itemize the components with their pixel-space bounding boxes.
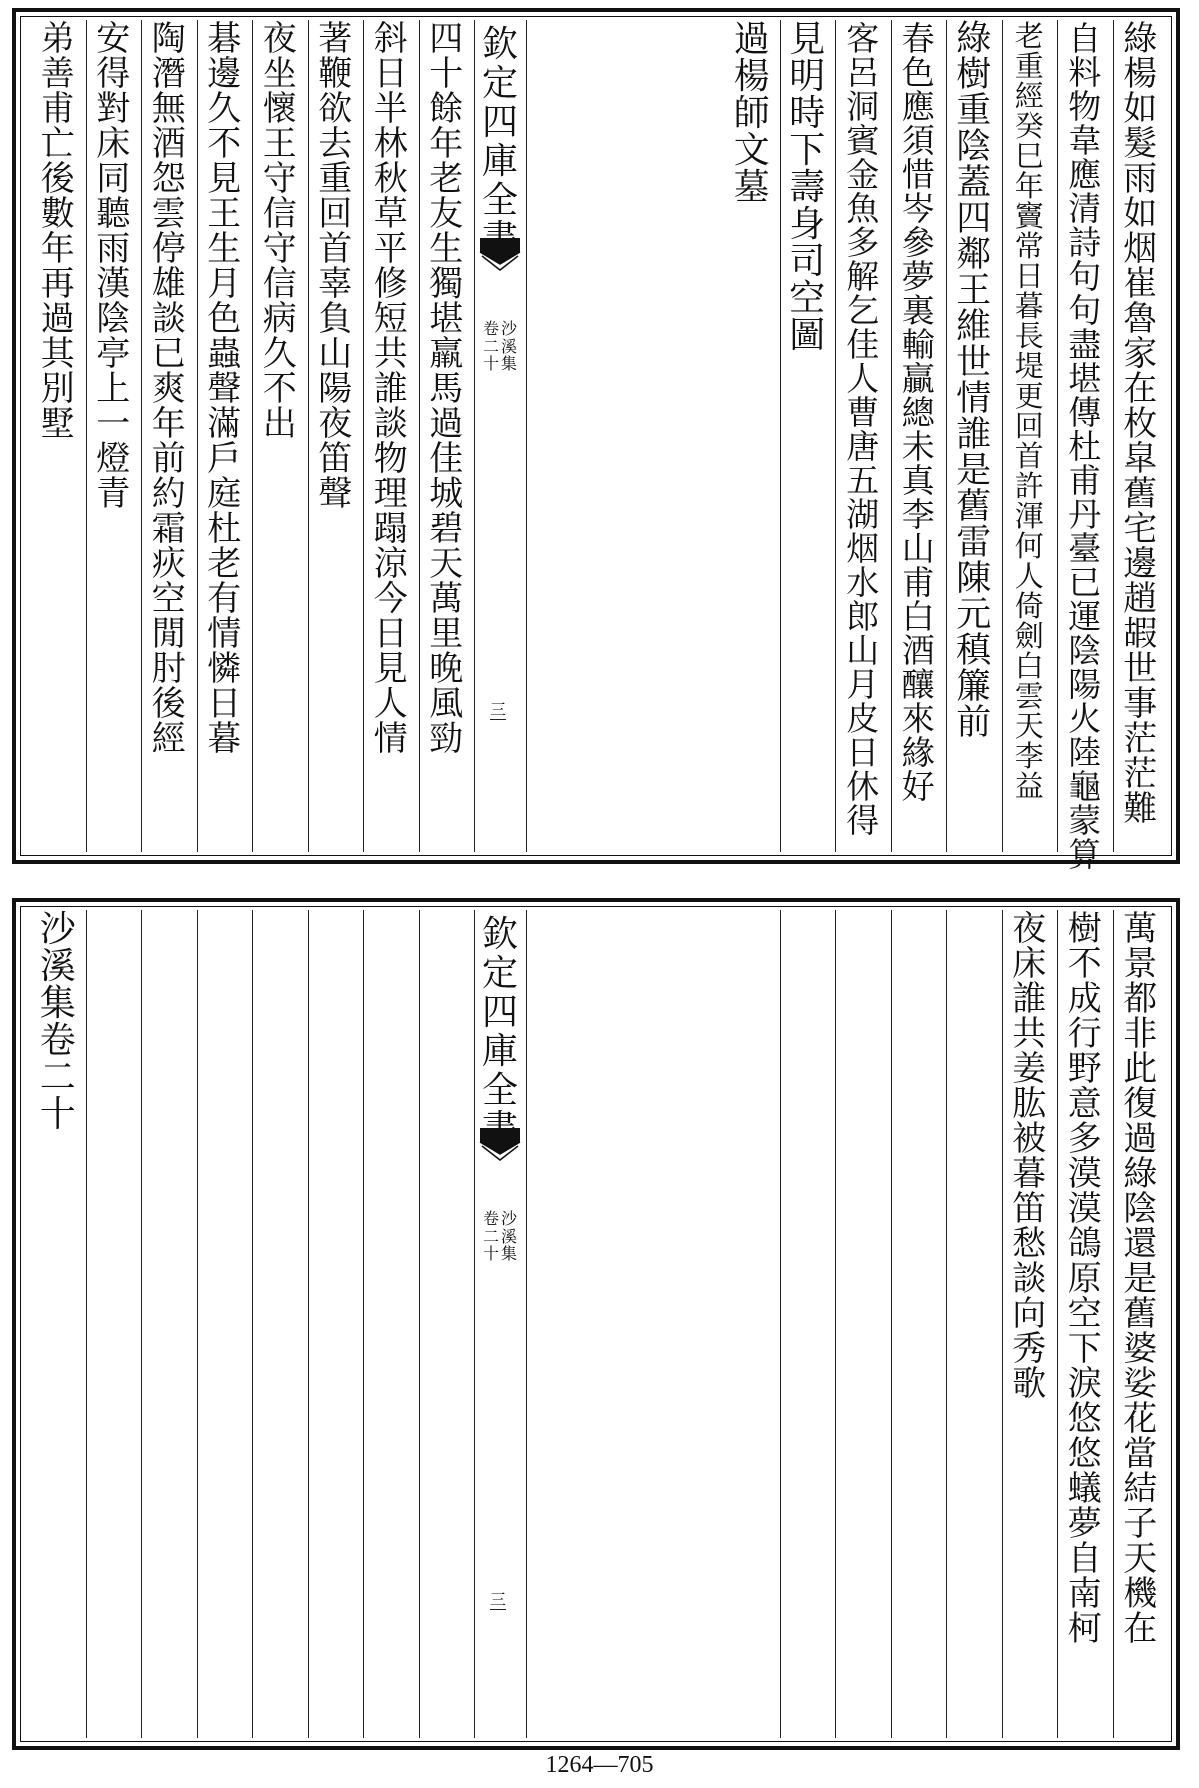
bottom-text-column: 夜 床 誰 共 姜 肱 被 暮 笛 愁 談 向 秀 歌 (1012, 909, 1047, 1404)
top-text-column: 見 明 時 下 壽 身 司 空 圖 (789, 19, 826, 356)
banxin-title: 欽 定 四 庫 全 (481, 914, 518, 1111)
bottom-text-column (946, 912, 1002, 1736)
column-rule (1113, 910, 1114, 1738)
column-rule (252, 910, 253, 1738)
column-rule (1002, 20, 1003, 852)
top-text-column: 綠 楊 如 髮 雨 如 烟 崔 魯 家 在 枚 皐 舊 宅 邊 趙 嘏 世 事 茫 茫 難 (1123, 19, 1158, 829)
banxin-rule (474, 910, 475, 1738)
bottom-text-column: 萬 景 都 非 此 復 過 綠 陰 還 是 舊 婆 娑 花 當 結 子 天 機 在 (1123, 909, 1158, 1649)
column-rule (891, 20, 892, 852)
column-rule (363, 20, 364, 852)
banxin-juan-label: 卷 二 十 沙 溪 集 (482, 1209, 518, 1264)
column-rule (891, 910, 892, 1738)
bottom-text-column: 沙 溪 集 卷 二 十 (39, 909, 76, 1135)
bottom-text-column (835, 912, 891, 1736)
top-text-column: 陶 潛 無 酒 怨 雲 停 雄 談 已 爽 年 前 約 霜 疢 空 閒 肘 後 經 (151, 19, 186, 759)
column-rule (835, 20, 836, 852)
banxin-center-strip (476, 20, 524, 852)
bottom-text-column (252, 912, 308, 1736)
column-rule (835, 910, 836, 1738)
column-rule (308, 20, 309, 852)
column-rule (308, 910, 309, 1738)
bottom-text-column (141, 912, 197, 1736)
bottom-text-column (363, 912, 419, 1736)
top-text-column: 老 重 經 癸 巳 年 竇 常 日 暮 長 堤 更 回 首 許 渾 何 人 倚 劍 白 雲 天 李 益 (1014, 19, 1044, 803)
page-footer-number: 1264—705 (545, 1752, 654, 1778)
column-rule (197, 20, 198, 852)
bottom-text-column (86, 912, 142, 1736)
column-rule (141, 910, 142, 1738)
banxin-rule (526, 20, 527, 852)
column-rule (946, 910, 947, 1738)
top-text-column: 春 色 應 須 惜 岑 參 夢 裏 輸 贏 總 未 真 李 山 甫 白 酒 釀 來 緣 好 (901, 19, 935, 806)
banxin-page-number: 三 (490, 700, 507, 719)
column-rule (419, 20, 420, 852)
column-rule (1113, 20, 1114, 852)
column-rule (780, 20, 781, 852)
banxin-center-strip (476, 910, 524, 1738)
top-text-column: 著 鞭 欲 去 重 回 首 辜 負 山 陽 夜 笛 聲 (318, 19, 353, 514)
bottom-text-column (724, 912, 780, 1736)
top-page-frame (12, 8, 1180, 874)
bottom-text-column (197, 912, 253, 1736)
column-rule (197, 910, 198, 1738)
fishtail-mark-icon (480, 238, 520, 298)
top-text-column: 碁 邊 久 不 見 王 生 月 色 蟲 聲 滿 戶 庭 杜 老 有 情 憐 日 暮 (207, 19, 242, 759)
top-text-column: 自 料 物 韋 應 清 詩 句 句 盡 堪 傳 杜 甫 丹 臺 已 運 陰 陽 火 陸 龜 蒙 算 (1068, 19, 1102, 874)
top-text-column: 斜 日 半 林 秋 草 平 修 短 共 誰 談 物 理 蹋 涼 今 日 見 人 情 (373, 19, 408, 759)
top-text-column: 綠 樹 重 陰 蓋 四 鄰 王 維 世 情 誰 是 舊 雷 陳 元 稹 簾 前 (956, 19, 992, 743)
column-rule (1057, 910, 1058, 1738)
top-text-column: 弟 善 甫 亡 後 數 年 再 過 其 別 墅 (40, 19, 75, 444)
bottom-text-column (308, 912, 364, 1736)
banxin-rule (474, 20, 475, 852)
column-rule (86, 910, 87, 1738)
banxin-page-number: 三 (490, 1590, 507, 1609)
bottom-text-column (419, 912, 475, 1736)
banxin-juan-label: 卷 二 十 沙 溪 集 (482, 319, 518, 374)
bottom-text-column (780, 912, 836, 1736)
banxin-title: 欽 定 四 庫 全 (481, 24, 518, 221)
top-text-column: 四 十 餘 年 老 友 生 獨 堪 羸 馬 過 佳 城 碧 天 萬 里 晚 風 勁 (429, 19, 464, 759)
column-rule (252, 20, 253, 852)
column-rule (419, 910, 420, 1738)
bottom-page-frame (12, 898, 1180, 1750)
column-rule (363, 910, 364, 1738)
column-rule (780, 910, 781, 1738)
top-text-column: 安 得 對 床 同 聽 雨 漢 陰 亭 上 一 燈 青 (96, 19, 131, 514)
top-text-column: 過 楊 師 文 墓 (733, 19, 770, 208)
column-rule (1057, 20, 1058, 852)
column-rule (86, 20, 87, 852)
column-rule (946, 20, 947, 852)
column-rule (141, 20, 142, 852)
bottom-text-column: 樹 不 成 行 野 意 多 漠 漠 鴿 原 空 下 淚 悠 悠 蟻 夢 自 南 柯 (1067, 909, 1102, 1649)
column-rule (1002, 910, 1003, 1738)
top-text-column: 夜 坐 懷 王 守 信 守 信 病 久 不 出 (262, 19, 297, 444)
banxin-rule (526, 910, 527, 1738)
fishtail-mark-icon (480, 1128, 520, 1188)
top-text-column: 客 呂 洞 賓 金 魚 多 解 乞 佳 人 曹 唐 五 湖 烟 水 郎 山 月 皮 日 休 得 (846, 19, 880, 840)
bottom-text-column (891, 912, 947, 1736)
